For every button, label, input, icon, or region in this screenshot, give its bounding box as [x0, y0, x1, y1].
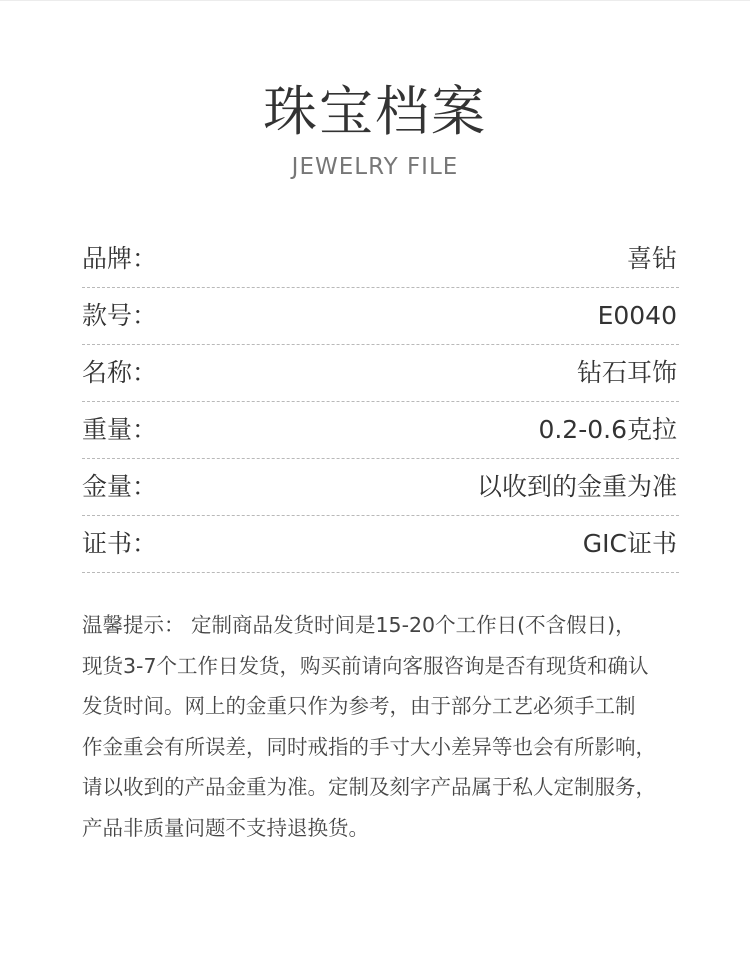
info-value: GIC证书	[582, 529, 677, 558]
notice-line: 作金重会有所误差，同时戒指的手寸大小差异等也会有所影响，	[82, 734, 656, 759]
top-divider	[0, 0, 750, 1]
info-label: 名称：	[82, 358, 158, 387]
info-row-model-number	[82, 289, 679, 345]
notice-line: 温馨提示： 定制商品发货时间是15-20个工作日(不含假日)，	[82, 613, 636, 637]
info-value: E0040	[597, 301, 677, 330]
info-label: 重量：	[82, 415, 158, 444]
notice-line: 请以收到的产品金重为准。定制及刻字产品属于私人定制服务，	[82, 775, 656, 799]
info-row-gold-weight	[82, 460, 679, 516]
page-title: 珠宝档案	[263, 80, 487, 143]
info-row-certificate	[82, 517, 679, 573]
info-row-brand	[82, 232, 679, 288]
jewelry-info-list	[82, 232, 679, 574]
info-label: 品牌：	[82, 244, 158, 273]
info-value: 以收到的金重为准	[476, 472, 677, 501]
notice-text	[82, 605, 682, 848]
info-label: 证书：	[82, 529, 158, 558]
notice-line: 现货3-7个工作日发货，购买前请向客服咨询是否有现货和确认	[82, 653, 649, 678]
info-value: 0.2-0.6克拉	[538, 415, 677, 444]
info-value: 钻石耳饰	[576, 358, 677, 387]
info-row-name	[82, 346, 679, 402]
page-subtitle: JEWELRY FILE	[291, 154, 459, 180]
notice-line: 产品非质量问题不支持退换货。	[82, 815, 369, 840]
notice-line: 发货时间。网上的金重只作为参考，由于部分工艺必须手工制	[82, 694, 636, 718]
info-row-weight	[82, 403, 679, 459]
info-value: 喜钻	[626, 244, 677, 273]
info-label: 金量：	[82, 472, 158, 501]
info-label: 款号：	[82, 301, 158, 330]
